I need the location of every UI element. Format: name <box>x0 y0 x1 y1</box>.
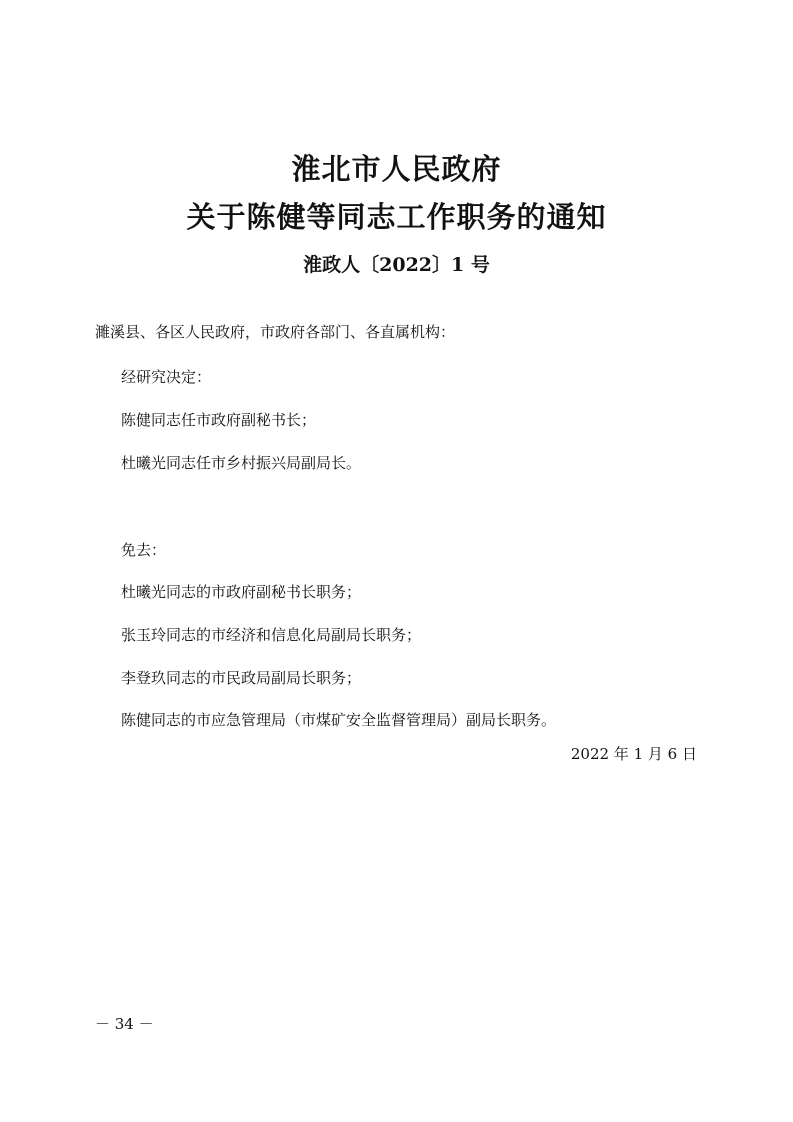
paragraph-decision-intro: 经研究决定： <box>121 368 212 386</box>
title-line-1: 淮北市人民政府 <box>291 152 502 186</box>
paragraph-removal-4: 陈健同志的市应急管理局（市煤矿安全监督管理局）副局长职务。 <box>121 711 557 729</box>
paragraph-removal-intro: 免去： <box>121 541 167 559</box>
addressee: 濉溪县、各区人民政府，市政府各部门、各直属机构： <box>95 323 456 341</box>
document-date: 2022 年 1 月 6 日 <box>570 745 697 763</box>
document-number: 淮政人〔2022〕1 号 <box>303 254 490 276</box>
page-number: － 34 － <box>95 1015 154 1033</box>
title-line-2: 关于陈健等同志工作职务的通知 <box>186 200 607 234</box>
paragraph-removal-2: 张玉玲同志的市经济和信息化局副局长职务； <box>121 626 422 644</box>
paragraph-removal-1: 杜曦光同志的市政府副秘书长职务； <box>121 583 362 601</box>
paragraph-appointment-1: 陈健同志任市政府副秘书长； <box>121 411 317 429</box>
paragraph-removal-3: 李登玖同志的市民政局副局长职务； <box>121 669 362 687</box>
paragraph-appointment-2: 杜曦光同志任市乡村振兴局副局长。 <box>121 454 362 472</box>
